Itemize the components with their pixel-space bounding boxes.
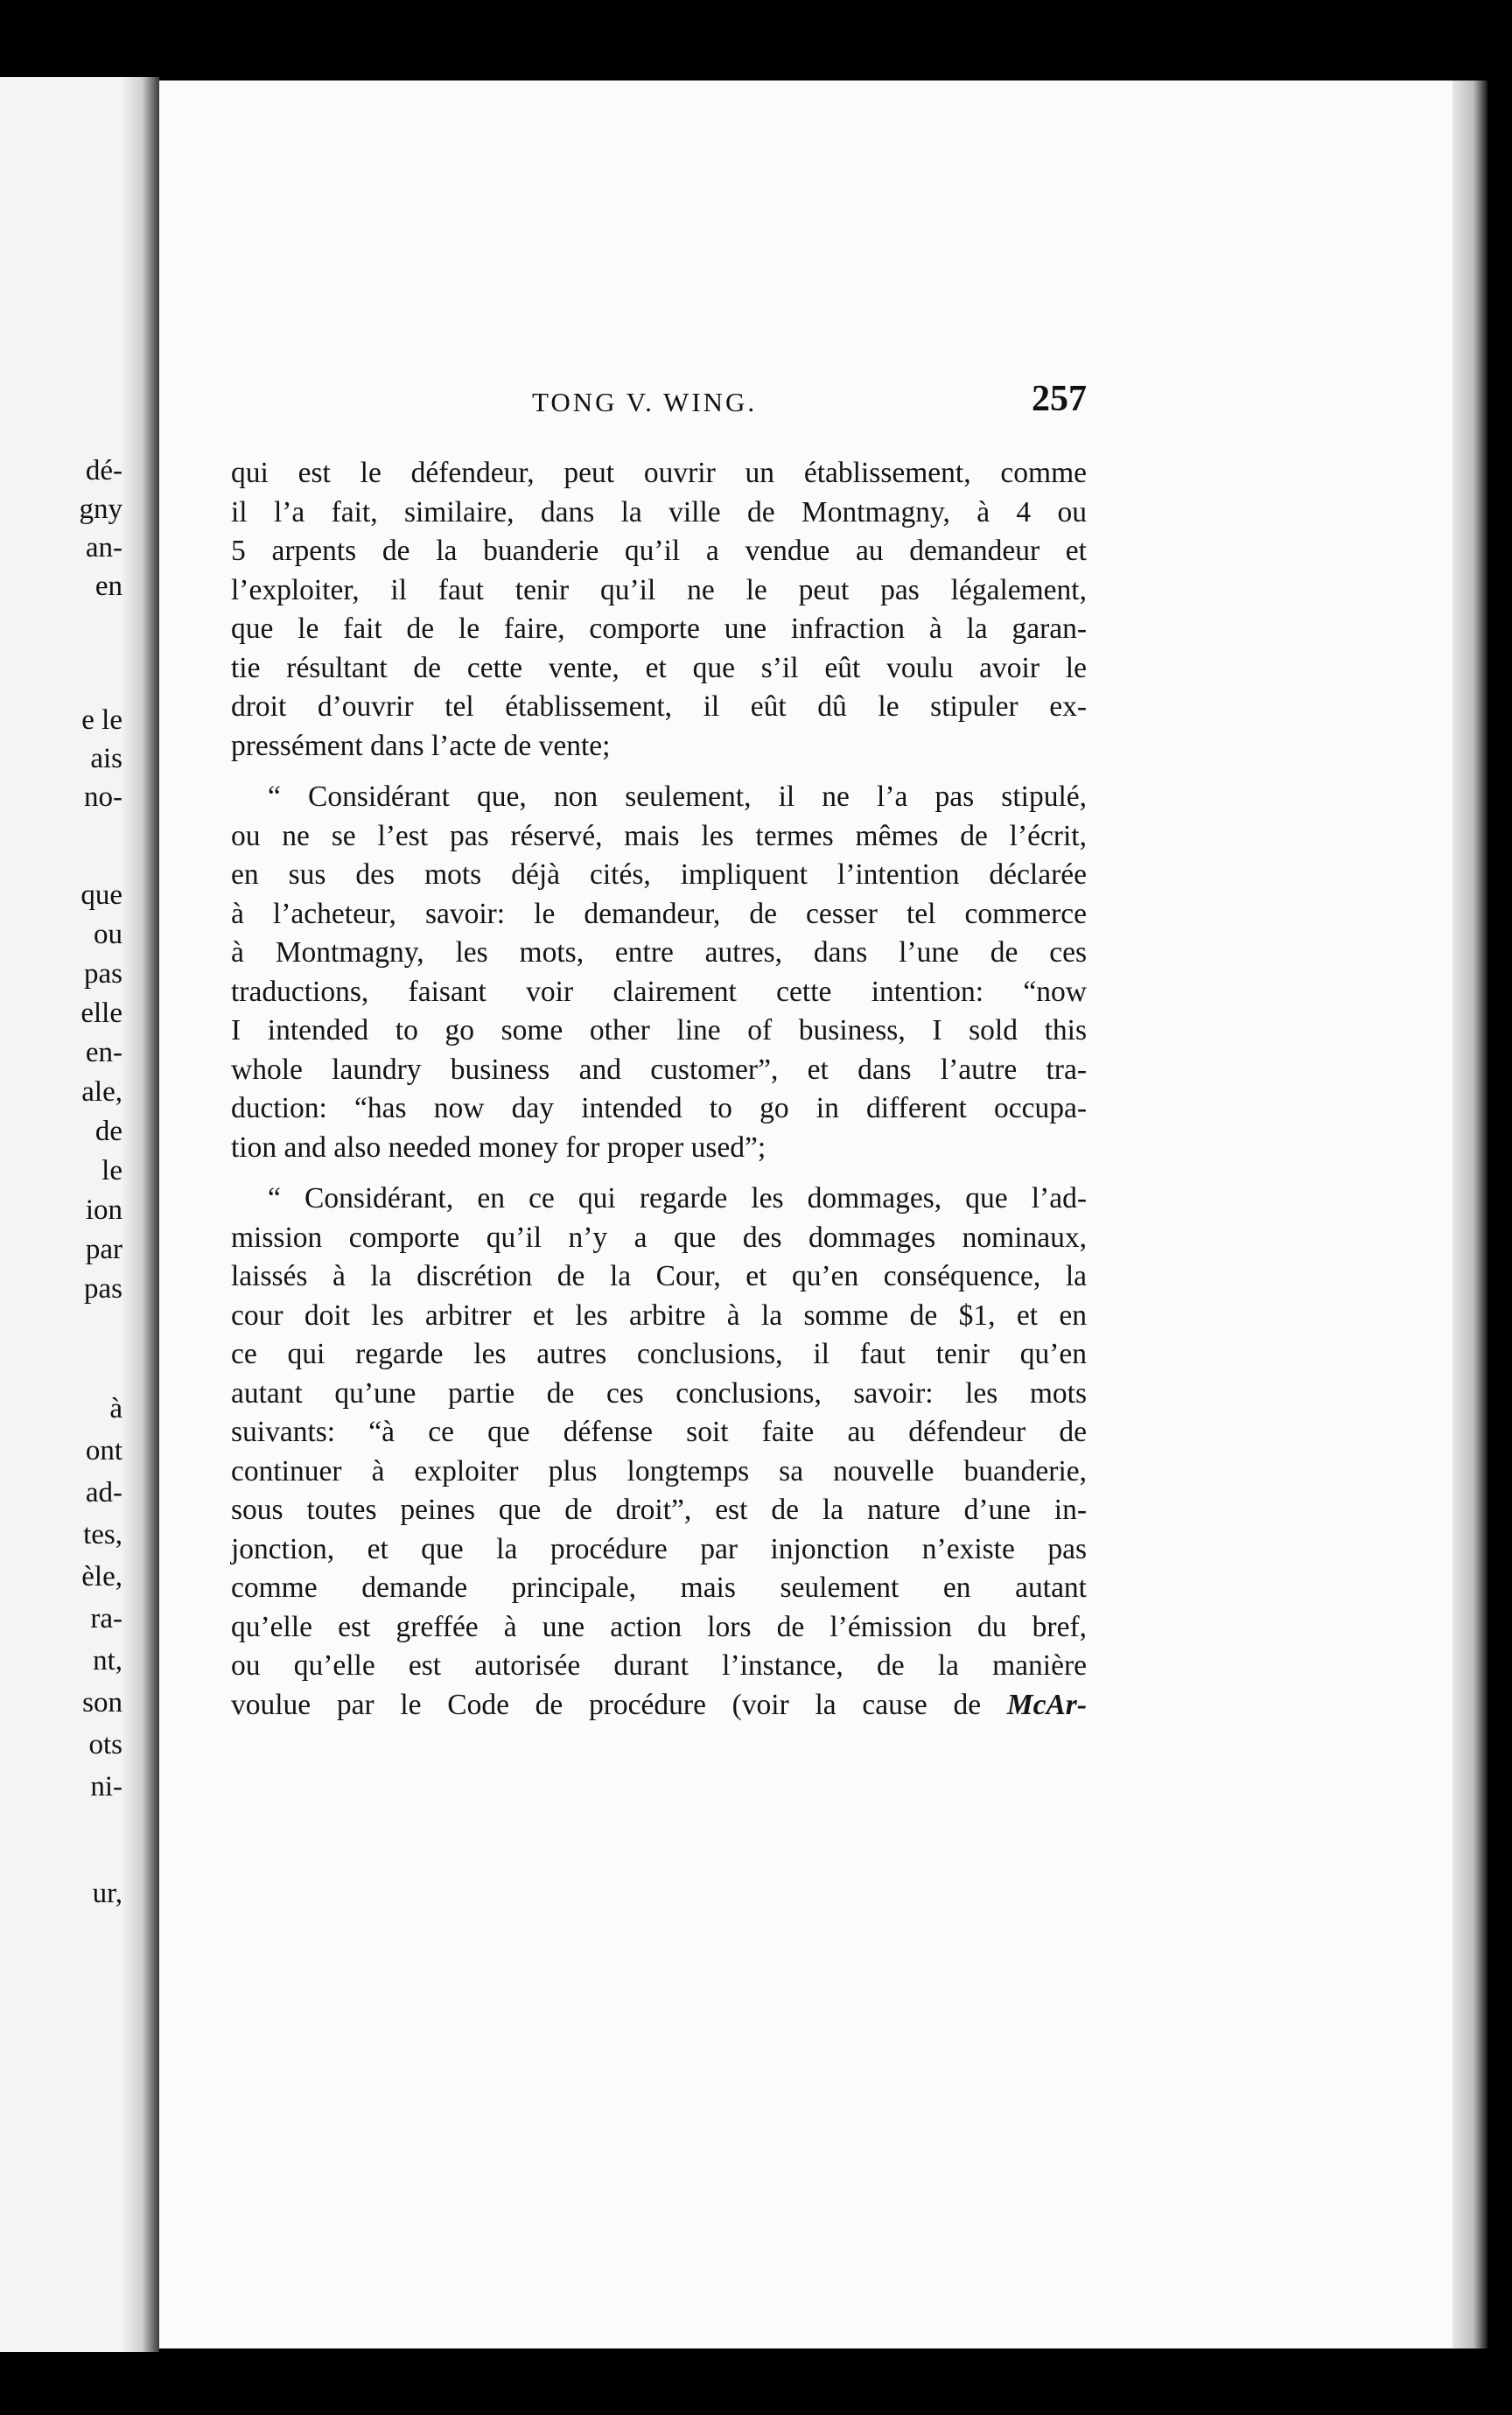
fragment: gny: [79, 494, 122, 525]
paragraph: [231, 1180, 1087, 1725]
fragment: ur,: [92, 1878, 122, 1909]
fragment: en-: [85, 1037, 122, 1068]
fragment: èle,: [81, 1561, 122, 1592]
paragraph: [231, 454, 1087, 766]
fragment: ale,: [81, 1076, 122, 1108]
body-text: [231, 454, 1087, 1725]
fragment: à: [109, 1393, 122, 1424]
text-line: que le fait de le faire, comporte une infraction à la garan-: [231, 612, 1087, 645]
fragment: que: [80, 879, 122, 911]
text-line: cour doit les arbitrer et les arbitre à la somme de $1, et en: [231, 1298, 1087, 1332]
page-number: 257: [1032, 379, 1087, 419]
fragment: ots: [88, 1729, 122, 1760]
page-edge-shadow: [1452, 80, 1488, 2348]
text-line: continuer à exploiter plus longtemps sa nouvelle buanderie,: [231, 1454, 1087, 1488]
text-line: “ Considérant, en ce qui regarde les dommages, que l’ad-: [268, 1182, 1087, 1214]
fragment: pas: [84, 1273, 122, 1305]
text-line: sous toutes peines que de droit”, est de la nature d’une in-: [231, 1494, 1087, 1526]
text-line: ou qu’elle est autorisée durant l’instance, de la manière: [231, 1649, 1087, 1682]
text-line: à l’acheteur, savoir: le demandeur, de cesser tel commerce: [231, 897, 1087, 930]
fragment: ais: [90, 743, 122, 774]
fragment: an-: [85, 532, 122, 564]
fragment: en: [94, 570, 122, 602]
paragraph: [231, 778, 1087, 1167]
text-line: 5 arpents de la buanderie qu’il a vendue au demandeur et: [231, 535, 1087, 567]
text-line: en sus des mots déjà cités, impliquent l’intention déclarée: [231, 858, 1087, 891]
fragment: dé-: [85, 455, 122, 486]
fragment: e le: [81, 704, 122, 736]
fragment: ni-: [90, 1771, 122, 1802]
fragment: nt,: [93, 1645, 122, 1676]
case-name-italic: McAr-: [1006, 1688, 1087, 1721]
fragment: ad-: [85, 1477, 122, 1508]
text-line: tie résultant de cette vente, et que s’il eût voulu avoir le: [231, 651, 1087, 684]
fragment: le: [102, 1155, 122, 1186]
text-line: whole laundry business and customer”, et dans l’autre tra-: [231, 1053, 1087, 1086]
text-line: tion and also needed money for proper used”;: [231, 1130, 766, 1164]
text-line: ou ne se l’est pas réservé, mais les termes mêmes de l’écrit,: [231, 819, 1087, 852]
fragment: par: [85, 1234, 122, 1265]
fragment: no-: [84, 781, 122, 813]
running-title: TONG V. WING.: [532, 387, 758, 417]
fragment: ont: [85, 1435, 122, 1466]
text-line: “ Considérant que, non seulement, il ne l’a pas stipulé,: [268, 780, 1087, 813]
fragment: ou: [94, 919, 122, 950]
text-line: à Montmagny, les mots, entre autres, dans l’une de ces: [231, 936, 1087, 969]
fragment: pas: [84, 958, 122, 990]
text-line: suivants: “à ce que défense soit faite au défendeur de: [231, 1416, 1087, 1448]
text-line: I intended to go some other line of business, I sold this: [231, 1014, 1087, 1046]
text-line: jonction, et que la procédure par injonction n’existe pas: [231, 1532, 1087, 1565]
text-line: mission comporte qu’il n’y a que des dommages nominaux,: [231, 1221, 1087, 1254]
text-line: traductions, faisant voir clairement cette intention: “now: [231, 975, 1087, 1008]
text-line: l’exploiter, il faut tenir qu’il ne le peut pas légalement,: [231, 573, 1087, 606]
text-line-start: voulue par le Code de procédure (voir la cause de: [231, 1688, 1007, 1721]
book-gutter: [121, 77, 159, 2352]
fragment: ra-: [90, 1603, 122, 1634]
fragment: elle: [80, 998, 122, 1029]
running-head: [231, 378, 1087, 422]
text-line: ce qui regarde les autres conclusions, il faut tenir qu’en: [231, 1338, 1087, 1370]
text-line: comme demande principale, mais seulement en autant: [231, 1572, 1087, 1604]
fragment: de: [94, 1116, 122, 1147]
text-line: duction: “has now day intended to go in different occupa-: [231, 1092, 1087, 1124]
fragment: tes,: [83, 1519, 122, 1550]
fragment: son: [82, 1687, 122, 1718]
text-line: autant qu’une partie de ces conclusions, savoir: les mots: [231, 1376, 1087, 1410]
text-line: il l’a fait, similaire, dans la ville de Montmagny, à 4 ou: [231, 495, 1087, 528]
text-line: pressément dans l’acte de vente;: [231, 729, 611, 762]
text-line: laissés à la discrétion de la Cour, et qu’en conséquence, la: [231, 1260, 1087, 1292]
text-line: qui est le défendeur, peut ouvrir un établissement, comme: [231, 457, 1087, 489]
fragment: ion: [85, 1194, 122, 1226]
text-line: [231, 1686, 1087, 1726]
text-line: droit d’ouvrir tel établissement, il eût dû le stipuler ex-: [231, 690, 1087, 723]
text-line: qu’elle est greffée à une action lors de l’émission du bref,: [231, 1610, 1087, 1643]
facing-page-text-fragments: [0, 0, 122, 2415]
